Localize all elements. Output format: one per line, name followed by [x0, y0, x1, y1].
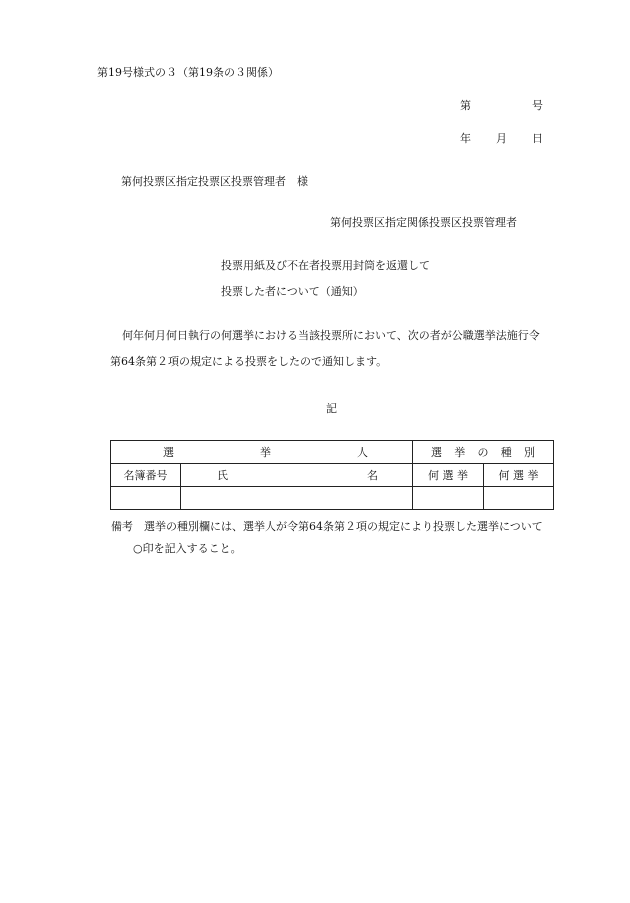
sender: 第何投票区指定関係投票区投票管理者 [330, 216, 517, 229]
header-elector-char: 選 [163, 446, 174, 459]
col-name [181, 464, 413, 487]
header-election-type [413, 441, 554, 464]
col-register-number: 名簿番号 [111, 464, 181, 487]
col-name-char: 氏 [217, 469, 228, 482]
table-subheader-row [111, 464, 554, 487]
body-line-2: 第64条第２項の規定による投票をしたので通知します。 [110, 355, 388, 368]
header-elector-char: 人 [357, 446, 368, 459]
header-type-char: 選 [431, 446, 442, 459]
table-header-row [111, 441, 554, 464]
col-election-2: 何 選 挙 [484, 464, 554, 487]
header-type-char: 種 [500, 446, 512, 459]
body-line-1: 何年何月何日執行の何選挙における当該投票所において、次の者が公職選挙法施行令 [122, 329, 540, 342]
cell-election-1[interactable] [413, 487, 484, 510]
number-prefix: 第 [460, 99, 471, 112]
remarks-line-2: ○印を記入すること。 [133, 542, 242, 555]
header-type-char: の [477, 446, 489, 459]
col-name-char: 名 [367, 469, 378, 482]
cell-name[interactable] [181, 487, 413, 510]
header-elector [111, 441, 413, 464]
elector-table [110, 440, 554, 510]
ki-heading: 記 [326, 402, 337, 415]
cell-election-2[interactable] [484, 487, 554, 510]
cell-register-number[interactable] [111, 487, 181, 510]
date-month: 月 [496, 132, 507, 145]
col-election-1: 何 選 挙 [413, 464, 484, 487]
date-year: 年 [460, 132, 471, 145]
number-suffix: 号 [532, 99, 543, 112]
header-type-char: 挙 [454, 446, 466, 459]
form-title: 第19号様式の３（第19条の３関係） [97, 66, 279, 79]
remarks-line-1: 備考 選挙の種別欄には、選挙人が令第64条第２項の規定により投票した選挙について [111, 520, 543, 533]
addressee: 第何投票区指定投票区投票管理者 様 [121, 175, 308, 188]
table-row [111, 487, 554, 510]
header-elector-char: 挙 [260, 446, 271, 459]
date-day: 日 [532, 132, 543, 145]
header-type-char: 別 [524, 446, 535, 459]
subject-line-1: 投票用紙及び不在者投票用封筒を返還して [221, 259, 430, 272]
subject-line-2: 投票した者について（通知） [221, 285, 364, 298]
